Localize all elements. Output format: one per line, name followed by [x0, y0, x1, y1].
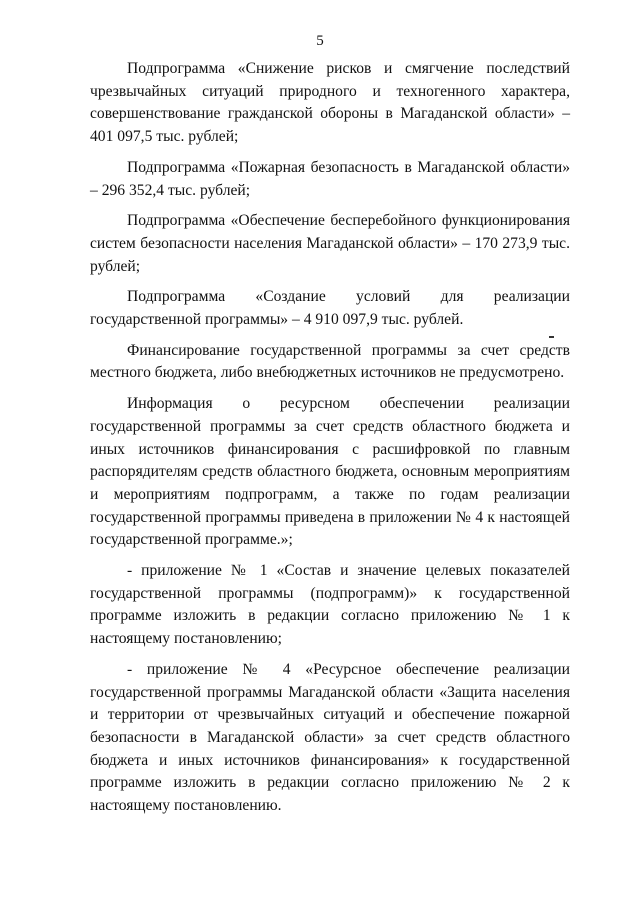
document-body: [90, 58, 570, 824]
paragraph-resource-information: Информация о ресурсном обеспечении реализации государственной программы за счет средств областного бюджета и иных источников финансирования с расшифровкой по главным распорядителям средств областного бюджета, основным мероприятиям и мероприятиям подпрограмм, а также по годам реализации государственной программы приведена в приложении № 4 к настоящей государственной программе.»;: [90, 395, 570, 549]
paragraph-subprogram-security-systems: Подпрограмма «Обеспечение бесперебойного функционирования систем безопасности населения Магаданской области» – 170 273,9 тыс. рублей;: [90, 212, 570, 275]
page-number: 5: [316, 33, 324, 49]
paragraph-appendix-1: - приложение № 1 «Состав и значение целевых показателей государственной программы (подпрограмм)» к государственной программе изложить в редакции согласно приложению № 1 к настоящему постановлению;: [90, 562, 570, 648]
paragraph-subprogram-fire-safety: Подпрограмма «Пожарная безопасность в Магаданской области» – 296 352,4 тыс. рублей;: [90, 158, 570, 199]
paragraph-financing-note: Финансирование государственной программы за счет средств местного бюджета, либо внебюджетных источников не предусмотрено.: [90, 341, 570, 382]
paragraph-appendix-4: - приложение № 4 «Ресурсное обеспечение реализации государственной программы Магаданской области «Защита населения и территории от чрезвычайных ситуаций и обеспечение пожарной безопасности в Магаданской области» за счет средств областного бюджета и иных источников финансирования» к государственной программе изложить в редакции согласно приложению № 2 к настоящему постановлению.: [90, 660, 570, 815]
scan-mark: [549, 336, 554, 338]
paragraph-subprogram-risk-reduction: Подпрограмма «Снижение рисков и смягчение последствий чрезвычайных ситуаций природного и техногенного характера, совершенствование гражданской обороны в Магаданской области» – 401 097,5 тыс. рублей;: [90, 60, 570, 146]
paragraph-subprogram-conditions: Подпрограмма «Создание условий для реализации государственной программы» – 4 910 097,9 тыс. рублей.: [90, 288, 570, 329]
